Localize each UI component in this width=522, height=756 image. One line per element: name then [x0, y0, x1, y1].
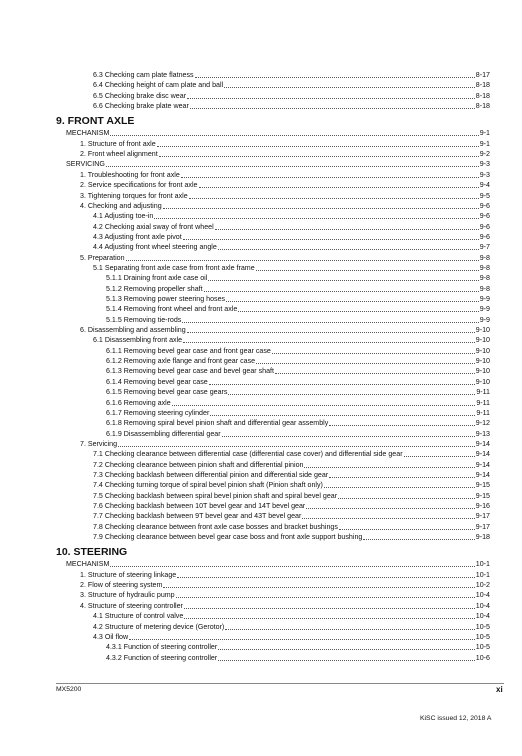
dot-leader — [163, 587, 474, 588]
dot-leader — [129, 639, 475, 640]
dot-leader — [222, 436, 475, 437]
toc-entry-title: 6.6 Checking brake plate wear — [93, 102, 189, 111]
toc-entry[interactable] — [93, 532, 490, 542]
toc-entry-page: 10-5 — [475, 632, 490, 641]
toc-entry-page: 9-14 — [475, 450, 490, 459]
toc-entry-title: 2. Front wheel alignment — [80, 150, 158, 159]
toc-entry-title: 7.6 Checking backlash between 10T bevel gear and 14T bevel gear — [93, 502, 306, 510]
toc-entry[interactable] — [93, 222, 490, 232]
dot-leader — [209, 384, 475, 385]
toc-entry-page: 10-4 — [475, 601, 490, 610]
dot-leader — [187, 332, 475, 333]
toc-entry-page: 9-9 — [479, 295, 490, 303]
toc-entry-title: 4.1 Adjusting toe-in — [93, 212, 154, 221]
toc-entry[interactable] — [106, 653, 490, 663]
toc-entry[interactable] — [106, 418, 490, 428]
dot-leader — [225, 629, 475, 630]
toc-entry-page: 9-14 — [475, 439, 490, 448]
toc-entry[interactable] — [80, 590, 490, 600]
toc-entry[interactable] — [93, 632, 490, 642]
toc-entry-page: 10-6 — [475, 653, 490, 662]
toc-entry-page: 9-8 — [479, 284, 490, 293]
toc-entry[interactable] — [80, 601, 490, 611]
dot-leader — [183, 239, 479, 240]
toc-entry-page: 9-14 — [475, 460, 490, 469]
toc-entry-page: 9-3 — [479, 160, 490, 169]
toc-entry-page: 9-6 — [479, 232, 490, 241]
footer-model-name: MX5200 — [56, 686, 82, 693]
toc-entry[interactable] — [80, 253, 490, 263]
toc-entry-title: MECHANISM — [66, 560, 110, 569]
toc-entry-title: 5. Preparation — [80, 253, 125, 262]
toc-entry[interactable] — [93, 232, 490, 242]
toc-entry-title: 7.2 Checking clearance between pinion shaft and differential pinion — [93, 460, 304, 469]
toc-entry-title: 5.1.2 Removing propeller shaft — [106, 284, 203, 293]
toc-entry-title: 1. Troubleshooting for front axle — [80, 170, 180, 179]
toc-entry-title: 4.2 Structure of metering device (Gerotor) — [93, 622, 225, 631]
toc-entry-title: 6.1.3 Removing bevel gear case and bevel gear shaft — [106, 367, 274, 376]
dot-leader — [157, 146, 479, 147]
toc-entry-page: 9-5 — [479, 191, 490, 200]
toc-entry[interactable] — [93, 622, 490, 632]
toc-entry-title: 5.1 Separating front axle case from front axle frame — [93, 263, 255, 272]
dot-leader — [190, 108, 475, 109]
toc-entry-title: 6.1.2 Removing axle flange and front gear case — [106, 357, 256, 366]
toc-entry-page: 9-7 — [479, 243, 490, 252]
toc-entry-page: 9-11 — [476, 398, 490, 407]
section-heading: 10. STEERING — [56, 546, 128, 559]
dot-leader — [224, 87, 475, 88]
toc-entry-page: 9-8 — [479, 253, 490, 262]
dot-leader — [304, 467, 474, 468]
toc-entry[interactable] — [106, 398, 490, 408]
toc-entry-page: 9-1 — [479, 139, 490, 148]
toc-entry-page: 9-8 — [479, 263, 490, 272]
dot-leader — [256, 270, 479, 271]
toc-entry-title: 7.9 Checking clearance between bevel gear case boss and front axle support bushing — [93, 533, 363, 542]
dot-leader — [404, 456, 475, 457]
toc-entry-page: 9-10 — [475, 377, 490, 386]
toc-entry-title: 4.3.2 Function of steering controller — [106, 653, 218, 662]
toc-entry-page: 9-8 — [479, 274, 490, 283]
dot-leader — [228, 394, 475, 395]
toc-entry[interactable] — [93, 491, 490, 501]
dot-leader — [110, 135, 478, 136]
toc-entry-page: 9-2 — [479, 150, 490, 159]
dot-leader — [176, 597, 475, 598]
dot-leader — [199, 187, 479, 188]
toc-entry[interactable] — [93, 263, 490, 273]
toc-entry-title: 2. Flow of steering system — [80, 581, 163, 590]
toc-entry[interactable] — [106, 408, 490, 418]
dot-leader — [187, 98, 475, 99]
toc-entry[interactable] — [106, 304, 490, 314]
toc-entry[interactable] — [106, 284, 490, 294]
dot-leader — [218, 660, 475, 661]
toc-entry[interactable] — [106, 387, 490, 397]
toc-entry-title: 7.4 Checking turning torque of spiral bevel pinion shaft (Pinion shaft only) — [93, 481, 323, 490]
toc-entry-title: 7.1 Checking clearance between differential case (differential case cover) and differential side gear — [93, 450, 403, 459]
toc-entry-title: 6.1.7 Removing steering cylinder — [106, 408, 210, 417]
dot-leader — [329, 477, 475, 478]
dot-leader — [226, 301, 479, 302]
dot-leader — [118, 446, 475, 447]
toc-entry-page: 9-9 — [479, 315, 490, 324]
toc-entry-title: 7.8 Checking clearance between front axle case bosses and bracket bushings — [93, 522, 338, 531]
dot-leader — [184, 618, 475, 619]
dot-leader — [363, 539, 474, 540]
toc-entry-title: MECHANISM — [66, 129, 110, 138]
toc-entry-title: SERVICING — [66, 160, 105, 169]
dot-leader — [204, 291, 479, 292]
toc-entry-title: 7.5 Checking backlash between spiral bevel pinion shaft and spiral bevel gear — [93, 491, 338, 500]
toc-entry-title: 5.1.5 Removing tie-rods — [106, 315, 182, 324]
toc-entry[interactable] — [66, 128, 490, 138]
dot-leader — [189, 198, 479, 199]
toc-entry-page: 9-11 — [476, 388, 490, 397]
toc-entry[interactable] — [80, 325, 490, 335]
toc-entry[interactable] — [106, 346, 490, 356]
toc-entry[interactable] — [93, 211, 490, 221]
toc-entry[interactable] — [80, 201, 490, 211]
toc-entry[interactable] — [93, 501, 490, 511]
toc-entry-page: 9-11 — [476, 408, 490, 417]
toc-entry[interactable] — [93, 449, 490, 459]
toc-entry-title: 7. Servicing — [80, 439, 118, 448]
dot-leader — [159, 156, 479, 157]
toc-entry-page: 9-9 — [479, 305, 490, 314]
toc-entry[interactable] — [93, 70, 490, 80]
toc-entry[interactable] — [106, 273, 490, 283]
toc-entry-title: 6.1.5 Removing bevel gear case gears — [106, 388, 228, 397]
toc-entry[interactable] — [80, 439, 490, 449]
toc-entry-title: 6. Disassembling and assembling — [80, 326, 186, 335]
toc-entry[interactable] — [106, 366, 490, 376]
toc-entry-page: 8-18 — [475, 81, 490, 90]
toc-entry-page: 8-18 — [475, 91, 490, 100]
toc-entry-title: 4.3 Oil flow — [93, 632, 129, 641]
dot-leader — [324, 487, 475, 488]
toc-entry-title: 4.4 Adjusting front wheel steering angle — [93, 243, 217, 252]
toc-entry[interactable] — [93, 80, 490, 90]
toc-entry[interactable] — [106, 294, 490, 304]
toc-entry-title: 5.1.3 Removing power steering hoses — [106, 295, 226, 303]
toc-entry[interactable] — [93, 460, 490, 470]
dot-leader — [182, 322, 478, 323]
dot-leader — [183, 342, 475, 343]
toc-entry-page: 10-2 — [475, 581, 490, 590]
toc-entry-title: 6.1.6 Removing axle — [106, 398, 171, 407]
dot-leader — [256, 363, 475, 364]
toc-entry-page: 9-6 — [479, 201, 490, 210]
toc-entry[interactable] — [80, 580, 490, 590]
dot-leader — [275, 373, 475, 374]
toc-entry-title: 6.4 Checking height of cam plate and ball — [93, 81, 224, 90]
toc-entry-page: 9-4 — [479, 181, 490, 190]
dot-leader — [163, 208, 479, 209]
toc-entry-page: 9-14 — [475, 470, 490, 479]
toc-entry-title: 5.1.1 Draining front axle case oil — [106, 274, 208, 283]
toc-entry[interactable] — [106, 356, 490, 366]
toc-entry[interactable] — [93, 611, 490, 621]
dot-leader — [110, 566, 474, 567]
toc-entry-title: 7.7 Checking backlash between 9T bevel gear and 43T bevel gear — [93, 512, 302, 521]
toc-entry-title: 1. Structure of steering linkage — [80, 570, 177, 579]
dot-leader — [339, 529, 475, 530]
footer-page-number: xi — [496, 685, 503, 694]
dot-leader — [126, 260, 479, 261]
toc-entry-title: 6.1.8 Removing spiral bevel pinion shaft and differential gear assembly — [106, 419, 329, 428]
toc-entry-title: 4. Structure of steering controller — [80, 601, 183, 610]
toc-entry-page: 10-1 — [475, 570, 490, 579]
toc-entry-page: 9-6 — [479, 222, 490, 231]
toc-entry[interactable] — [93, 242, 490, 252]
toc-entry-page: 8-18 — [475, 102, 490, 111]
dot-leader — [172, 405, 476, 406]
toc-entry[interactable] — [80, 149, 490, 159]
dot-leader — [195, 77, 475, 78]
dot-leader — [181, 177, 479, 178]
dot-leader — [210, 415, 475, 416]
toc-entry[interactable] — [80, 170, 490, 180]
toc-entry-title: 6.5 Checking brake disc wear — [93, 91, 187, 100]
toc-entry-page: 9-13 — [475, 429, 490, 438]
toc-entry-title: 4.3 Adjusting front axle pivot — [93, 232, 182, 241]
dot-leader — [215, 229, 479, 230]
dot-leader — [238, 311, 478, 312]
toc-entry-page: 10-1 — [475, 560, 490, 569]
toc-entry-page: 9-18 — [475, 533, 490, 542]
toc-entry-page: 9-10 — [475, 367, 490, 376]
footer-divider — [56, 683, 504, 684]
toc-entry-page: 9-10 — [475, 326, 490, 335]
toc-entry-page: 9-16 — [475, 502, 490, 510]
toc-entry[interactable] — [106, 315, 490, 325]
dot-leader — [302, 518, 474, 519]
toc-entry-page: 9-10 — [475, 346, 490, 355]
dot-leader — [218, 249, 479, 250]
toc-entry[interactable] — [93, 480, 490, 490]
toc-entry-page: 9-15 — [475, 491, 490, 500]
toc-entry-title: 6.1.9 Disassembling differential gear — [106, 429, 221, 438]
dot-leader — [218, 649, 475, 650]
dot-leader — [338, 498, 475, 499]
dot-leader — [184, 608, 475, 609]
dot-leader — [329, 425, 475, 426]
toc-entry-title: 3. Structure of hydraulic pump — [80, 591, 175, 600]
toc-entry-page: 10-5 — [475, 643, 490, 652]
toc-entry[interactable] — [80, 139, 490, 149]
toc-entry[interactable] — [93, 522, 490, 532]
toc-entry-page: 9-6 — [479, 212, 490, 221]
toc-entry-page: 9-10 — [475, 357, 490, 366]
toc-entry-title: 4.3.1 Function of steering controller — [106, 643, 218, 652]
toc-entry-title: 6.3 Checking cam plate flatness — [93, 71, 194, 79]
toc-entry-page: 9-15 — [475, 481, 490, 490]
toc-entry[interactable] — [80, 191, 490, 201]
toc-entry-page: 9-10 — [475, 336, 490, 345]
toc-entry[interactable] — [93, 91, 490, 101]
toc-entry-title: 6.1.4 Removing bevel gear case — [106, 377, 208, 386]
toc-entry-page: 10-4 — [475, 591, 490, 600]
toc-entry[interactable] — [93, 470, 490, 480]
toc-entry-page: 10-5 — [475, 622, 490, 631]
toc-entry[interactable] — [66, 159, 490, 169]
toc-entry-page: 9-12 — [475, 419, 490, 428]
toc-entry[interactable] — [93, 101, 490, 111]
toc-entry-title: 4. Checking and adjusting — [80, 201, 162, 210]
dot-leader — [154, 218, 478, 219]
toc-entry[interactable] — [106, 642, 490, 652]
toc-entry-page: 9-17 — [475, 522, 490, 531]
toc-entry[interactable] — [106, 429, 490, 439]
toc-entry-page: 10-4 — [475, 612, 490, 621]
toc-entry[interactable] — [93, 335, 490, 345]
toc-entry-title: 4.1 Structure of control valve — [93, 612, 184, 621]
footer-issue-note: KiSC issued 12, 2018 A — [420, 715, 492, 722]
toc-entry[interactable] — [80, 570, 490, 580]
toc-entry-title: 5.1.4 Removing front wheel and front axle — [106, 305, 238, 314]
dot-leader — [106, 166, 479, 167]
toc-entry-page: 9-17 — [475, 512, 490, 521]
section-heading: 9. FRONT AXLE — [56, 115, 135, 128]
dot-leader — [306, 508, 474, 509]
dot-leader — [208, 280, 478, 281]
dot-leader — [272, 353, 475, 354]
toc-entry-title: 1. Structure of front axle — [80, 139, 156, 148]
toc-entry-title: 3. Tightening torques for front axle — [80, 191, 188, 200]
toc-entry-page: 9-1 — [479, 129, 490, 138]
toc-entry[interactable] — [93, 511, 490, 521]
toc-entry[interactable] — [106, 377, 490, 387]
toc-entry-title: 4.2 Checking axial sway of front wheel — [93, 222, 214, 231]
dot-leader — [177, 577, 475, 578]
toc-entry-title: 6.1 Disassembling front axle — [93, 336, 183, 345]
toc-entry-title: 6.1.1 Removing bevel gear case and front gear case — [106, 346, 271, 355]
toc-entry-page: 8-17 — [475, 71, 490, 79]
toc-entry-page: 9-3 — [479, 170, 490, 179]
toc-entry[interactable] — [66, 559, 490, 569]
toc-entry[interactable] — [80, 180, 490, 190]
toc-entry-title: 2. Service specifications for front axle — [80, 181, 198, 190]
toc-entry-title: 7.3 Checking backlash between differential pinion and differential side gear — [93, 470, 329, 479]
